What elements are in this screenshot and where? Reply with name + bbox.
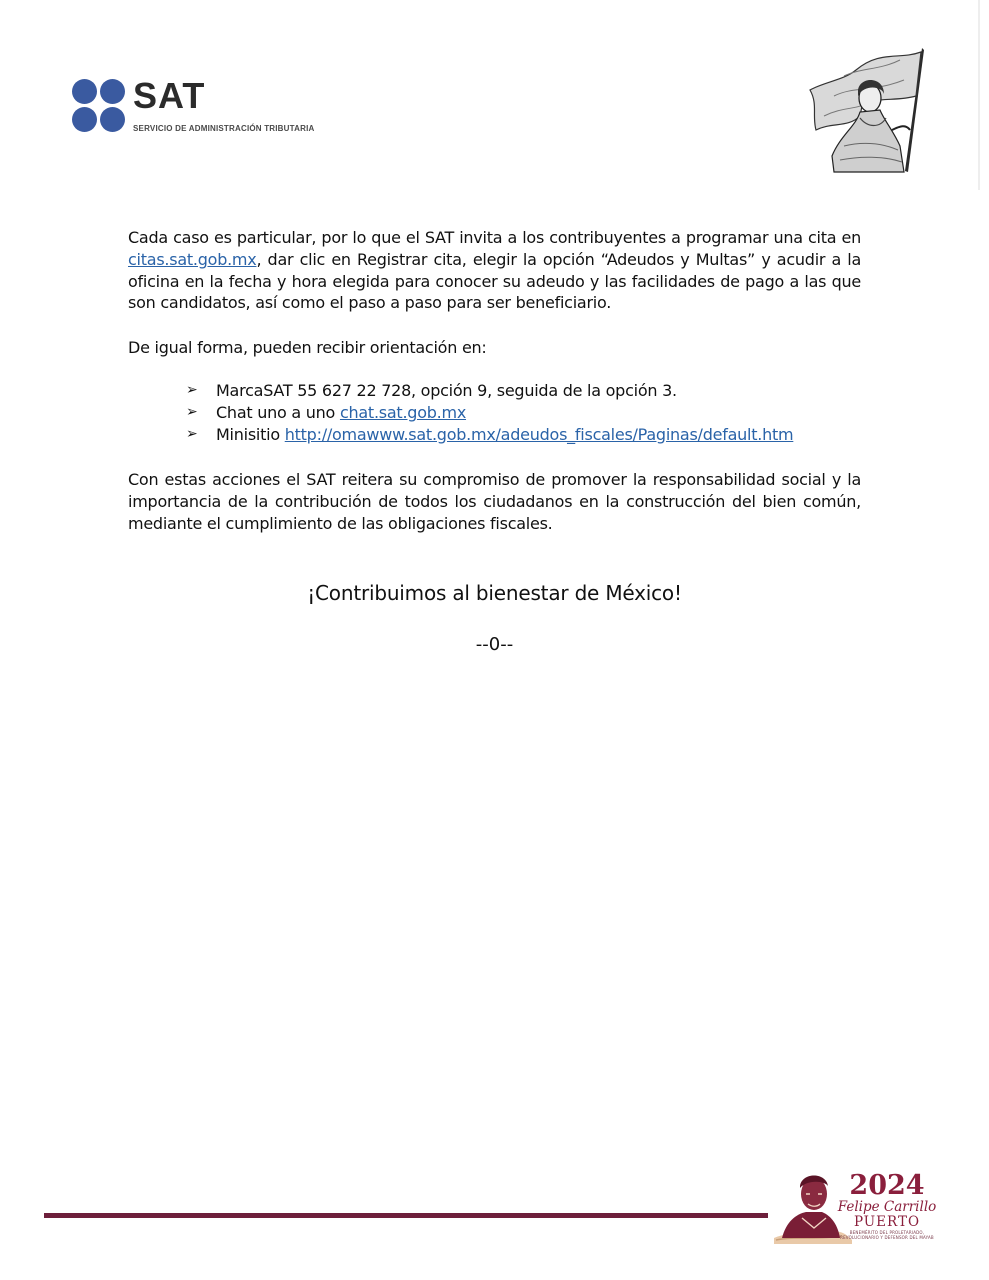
- contact-list: [186, 380, 886, 445]
- footer-name: Felipe Carrillo: [837, 1199, 937, 1215]
- footer-place: PUERTO: [853, 1214, 921, 1230]
- logo-dot: [100, 107, 125, 132]
- paragraph-orientacion: De igual forma, pueden recibir orientación en:: [128, 338, 487, 357]
- chat-link[interactable]: chat.sat.gob.mx: [339, 402, 467, 422]
- list-item: [186, 424, 886, 446]
- bullet-arrow-icon: ➢: [186, 425, 198, 442]
- logo-dot: [72, 107, 97, 132]
- minisitio-link[interactable]: http://omawww.sat.gob.mx/adeudos_fiscales/Paginas/default.htm: [284, 424, 794, 444]
- footer-divider: [44, 1213, 768, 1218]
- bullet-arrow-icon: ➢: [186, 403, 198, 420]
- list-item-text: Minisitio: [216, 424, 285, 444]
- footer-year: 2024: [849, 1170, 925, 1201]
- bullet-arrow-icon: ➢: [186, 382, 198, 398]
- paragraph-citas-continued: , dar clic en Registrar cita, elegir la opción “Adeudos y Multas” y acudir a la oficina en la fecha y hora elegida para conocer su adeudo y las facilidades de pago a las que son candidatos, así como el paso a paso para ser beneficiario.: [128, 249, 861, 313]
- footer-year-block: [832, 1172, 942, 1240]
- page-edge: [978, 0, 980, 190]
- list-item: [186, 402, 886, 424]
- woman-with-flag-icon: [804, 46, 926, 174]
- logo-dot: [72, 79, 97, 104]
- logo-text: SAT: [133, 75, 206, 116]
- paragraph-compromiso: Con estas acciones el SAT reitera su compromiso de promover la responsabilidad social y la importancia de la contribución de todos los ciudadanos en la construcción del bien común, mediante el cumplimiento de las obligaciones fiscales.: [128, 470, 861, 533]
- footer-fine-print: BENEMÉRITO DEL PROLETARIADO, REVOLUCIONARIO Y DEFENSOR DEL MAYAB: [840, 1230, 934, 1240]
- sat-logo: [72, 75, 332, 139]
- paragraph-citas: [128, 227, 861, 314]
- list-item-text: Chat uno a uno: [216, 402, 340, 422]
- logo-dot: [100, 79, 125, 104]
- list-item-text: MarcaSAT 55 627 22 728, opción 9, seguida de la opción 3.: [216, 381, 677, 400]
- citas-link[interactable]: citas.sat.gob.mx: [128, 249, 257, 269]
- list-item: [186, 380, 886, 402]
- end-mark: --0--: [475, 634, 514, 655]
- logo-subtitle: SERVICIO DE ADMINISTRACIÓN TRIBUTARIA: [133, 124, 315, 133]
- paragraph-citas-text: Cada caso es particular, por lo que el SAT invita a los contribuyentes a programar una cita en: [128, 228, 861, 247]
- slogan: ¡Contribuimos al bienestar de México!: [307, 581, 682, 605]
